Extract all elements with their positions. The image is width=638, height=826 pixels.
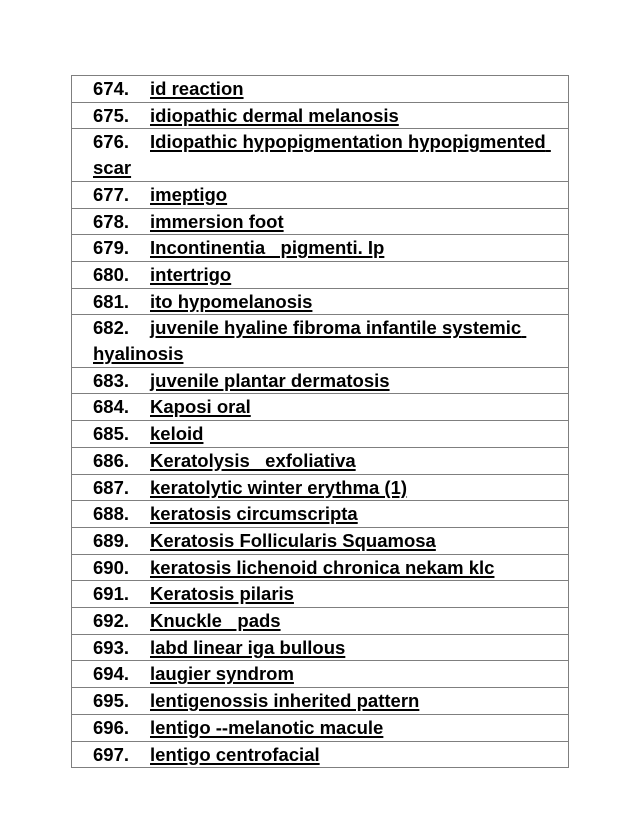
term-link[interactable]: juvenile plantar dermatosis (150, 369, 390, 391)
list-item (72, 474, 569, 501)
term-link[interactable]: juvenile hyaline fibroma infantile systemic hyalinosis (93, 317, 527, 365)
list-row (72, 581, 569, 608)
list-item (72, 527, 569, 554)
item-number: 697. (93, 743, 130, 765)
item-number: 684. (93, 396, 130, 418)
list-row (72, 688, 569, 715)
list-item (72, 554, 569, 581)
list-row (72, 714, 569, 741)
list-row (72, 235, 569, 262)
item-number: 682. (93, 317, 130, 339)
list-row (72, 634, 569, 661)
item-number: 694. (93, 663, 130, 685)
list-row (72, 208, 569, 235)
item-number: 679. (93, 237, 130, 259)
term-link[interactable]: ito hypomelanosis (150, 290, 313, 312)
item-number: 692. (93, 610, 130, 632)
list-row (72, 76, 569, 103)
list-row (72, 315, 569, 367)
list-item (72, 315, 569, 367)
list-item (72, 608, 569, 635)
item-number: 674. (93, 78, 130, 99)
term-link[interactable]: labd linear iga bullous (150, 636, 346, 658)
list-item (72, 261, 569, 288)
term-link[interactable]: Keratosis Follicularis Squamosa (150, 529, 436, 551)
list-item (72, 76, 569, 103)
term-link[interactable]: lentigo centrofacial (150, 743, 320, 765)
term-link[interactable]: Idiopathic hypopigmentation hypopigmented scar (93, 131, 551, 179)
list-item (72, 421, 569, 448)
term-link[interactable]: keratosis lichenoid chronica nekam klc (150, 556, 495, 578)
term-link[interactable]: laugier syndrom (150, 663, 294, 685)
list-row (72, 261, 569, 288)
term-link[interactable]: Knuckle pads (150, 610, 281, 632)
list-row (72, 394, 569, 421)
list-row (72, 447, 569, 474)
item-number: 686. (93, 449, 130, 471)
list-item (72, 367, 569, 394)
list-row (72, 608, 569, 635)
term-list-body (72, 76, 569, 768)
term-link[interactable]: lentigo --melanotic macule (150, 716, 384, 738)
term-link[interactable]: lentigenossis inherited pattern (150, 690, 420, 712)
term-list-table (71, 75, 569, 768)
term-link[interactable]: idiopathic dermal melanosis (150, 104, 399, 126)
list-item (72, 102, 569, 129)
item-number: 690. (93, 556, 130, 578)
item-number: 687. (93, 476, 130, 498)
term-link[interactable]: Incontinentia pigmenti. Ip (150, 237, 385, 259)
list-item (72, 447, 569, 474)
list-row (72, 288, 569, 315)
item-number: 677. (93, 183, 130, 205)
list-item (72, 235, 569, 262)
item-number: 689. (93, 529, 130, 551)
item-number: 688. (93, 503, 130, 525)
list-row (72, 527, 569, 554)
list-item (72, 581, 569, 608)
term-link[interactable]: id reaction (150, 78, 244, 99)
item-number: 681. (93, 290, 130, 312)
list-row (72, 181, 569, 208)
list-row (72, 421, 569, 448)
term-link[interactable]: keratosis circumscripta (150, 503, 358, 525)
list-item (72, 394, 569, 421)
list-item (72, 661, 569, 688)
item-number: 696. (93, 716, 130, 738)
list-item (72, 288, 569, 315)
item-number: 675. (93, 104, 130, 126)
term-link[interactable]: keloid (150, 423, 204, 445)
list-item (72, 181, 569, 208)
list-row (72, 501, 569, 528)
list-row (72, 474, 569, 501)
list-item (72, 714, 569, 741)
term-link[interactable]: Kaposi oral (150, 396, 251, 418)
item-number: 678. (93, 210, 130, 232)
list-item (72, 129, 569, 181)
item-number: 685. (93, 423, 130, 445)
list-row (72, 554, 569, 581)
list-item (72, 688, 569, 715)
list-row (72, 367, 569, 394)
item-number: 680. (93, 263, 130, 285)
list-row (72, 661, 569, 688)
list-row (72, 129, 569, 181)
term-link[interactable]: keratolytic winter erythma (1) (150, 476, 408, 498)
item-number: 676. (93, 131, 130, 153)
item-number: 693. (93, 636, 130, 658)
term-link[interactable]: Keratosis pilaris (150, 583, 294, 605)
list-item (72, 501, 569, 528)
list-item (72, 208, 569, 235)
term-link[interactable]: Keratolysis exfoliativa (150, 449, 356, 471)
list-item (72, 634, 569, 661)
term-link[interactable]: intertrigo (150, 263, 232, 285)
item-number: 691. (93, 583, 130, 605)
term-link[interactable]: immersion foot (150, 210, 284, 232)
item-number: 683. (93, 369, 130, 391)
list-row (72, 102, 569, 129)
item-number: 695. (93, 690, 130, 712)
term-link[interactable]: imeptigo (150, 183, 228, 205)
list-row (72, 741, 569, 768)
list-item (72, 741, 569, 768)
